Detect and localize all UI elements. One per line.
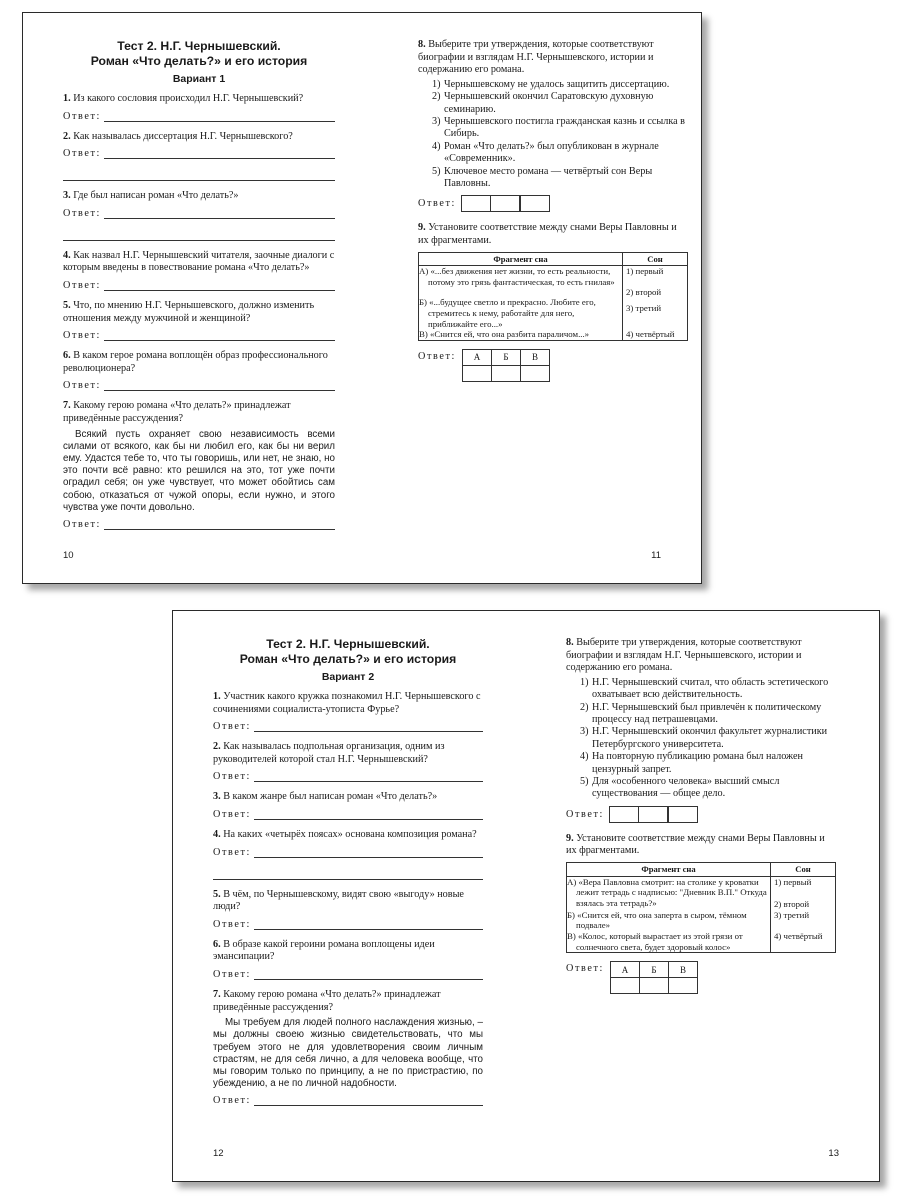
question-5: 5. В чём, по Чернышевскому, видят свою «выгоду» новые люди? [213,888,464,913]
answer-cell[interactable] [461,195,491,212]
book-spread-variant-2 [172,610,880,1182]
answer-line-3[interactable]: Ответ: [63,208,335,219]
answer-grid-table [462,349,550,382]
fragment-c: В) «Колос, который вырастает из этой грязи от солнечного света, будет здоровый колос» [567,931,771,953]
test-title: Тест 2. Н.Г. Чернышевский. Роман «Что делать?» и его история [90,39,308,68]
answer-line-7[interactable]: Ответ: [213,1095,483,1106]
grid-head-c: В [520,349,549,365]
answer-line-3[interactable]: Ответ: [213,809,483,820]
answer-line-5[interactable]: Ответ: [213,919,483,930]
question-2: 2. Как называлась подпольная организация, одним из руководителей которой стал Н.Г. Чернышевский? [213,741,445,765]
book-spread-variant-1 [22,12,702,584]
answer-line-4-extra[interactable] [213,865,483,880]
fragment-b: Б) «...будущее светло и прекрасно. Любите его, стремитесь к нему, работайте для него, приближайте его...» [419,297,623,329]
answer-line-1[interactable]: Ответ: [63,111,335,122]
question-3: 3. Где был написан роман «Что делать?» [63,190,239,202]
options-list [418,79,688,191]
option-item: 3) Чернышевского постигла гражданская казнь и ссылка в Сибирь. [432,116,685,140]
answer-cell[interactable] [609,806,639,823]
dream-2: 2) второй [771,887,836,910]
dream-4: 4) четвёртый [623,329,688,340]
page-12 [173,611,526,1181]
fragment-c: В) «Снится ей, что она разбита параличом...» [419,329,623,340]
option-item: 2) Чернышевский окончил Саратовскую духовную семинарию. [432,91,654,115]
variant-label: Вариант 1 [172,73,226,85]
question-8: 8. Выберите три утверждения, которые соответствуют биографии и взглядам Н.Г. Чернышевского, истории и содержанию его романа. [418,39,654,76]
question-5: 5. Что, по мнению Н.Г. Чернышевского, должно изменить отношения между мужчиной и женщиной? [63,299,315,324]
answer-line-6[interactable]: Ответ: [213,969,483,980]
option-item: 4) На повторную публикацию романа был наложен цензурный запрет. [580,751,803,775]
page-number: 11 [651,550,661,561]
answer-line-2-extra[interactable] [63,166,335,181]
option-item: 5) Ключевое место романа — четвёртый сон Веры Павловны. [432,165,653,190]
answer-line-4[interactable]: Ответ: [63,280,335,291]
question-7: 7. Какому герою романа «Что делать?» принадлежат приведённые рассуждения? [63,400,291,424]
answer-line-4[interactable]: Ответ: [213,847,483,858]
page-number: 12 [213,1148,224,1159]
answer-line-6[interactable]: Ответ: [63,380,335,391]
answer-line-3-extra[interactable] [63,226,335,241]
question-1: 1. Участник какого кружка познакомил Н.Г. Чернышевского с сочинениями социалиста-утописта Фурье? [213,691,481,715]
dream-1: 1) первый [771,876,836,887]
answer-boxes-8: Ответ: [418,195,688,212]
options-list [566,677,836,801]
fragment-a: А) «...без движения нет жизни, то есть реальности, потому это грязь фантастическая, то есть гнилая» [419,266,623,298]
grid-head-b: Б [639,962,668,978]
quote-passage: Мы требуем для людей полного наслаждения жизнью, – мы должны своею жизнью свидетельствовать, что мы требуем этого не для удовлетворения своим личным страстям, не для себя лично, а для человека вообще, что мы говорим только по принципу, а не по пристрастию, по убеждению, а не по личной надобности. [213,1017,483,1090]
option-item: 1) Чернышевскому не удалось защитить диссертацию. [432,78,670,90]
answer-line-1[interactable]: Ответ: [213,721,483,732]
grid-head-b: Б [491,349,520,365]
answer-cell[interactable] [668,978,697,994]
question-7: 7. Какому герою романа «Что делать?» принадлежат приведённые рассуждения? [213,988,441,1013]
question-8: 8. Выберите три утверждения, которые соответствуют биографии и взглядам Н.Г. Чернышевского, истории и содержанию его романа. [566,637,802,674]
answer-cell[interactable] [520,365,549,381]
question-1: 1. Из какого сословия происходил Н.Г. Чернышевский? [63,93,304,104]
answer-line-5[interactable]: Ответ: [63,330,335,341]
answer-cell[interactable] [668,806,698,823]
grid-head-a: А [462,349,491,365]
fragment-a: А) «Вера Павловна смотрит: на столике у кроватки лежит тетрадь с надписью: "Дневник В.П." Откуда взялась эта тетрадь?» [567,876,771,910]
answer-cell[interactable] [462,365,491,381]
answer-cell[interactable] [491,365,520,381]
answer-line-2[interactable]: Ответ: [63,148,335,159]
option-item: 3) Н.Г. Чернышевский окончил факультет журналистики Петербургского университета. [580,726,828,750]
option-item: 4) Роман «Что делать?» был опубликован в журнале «Современник». [432,140,659,165]
option-item: 2) Н.Г. Чернышевский был привлечён к политическому процессу над петрашевцами. [580,701,822,725]
page-number: 10 [63,550,74,561]
question-6: 6. В образе какой героини романа воплощены идеи эмансипации? [213,938,435,963]
variant-label: Вариант 2 [321,671,375,683]
dream-1: 1) первый [623,266,688,277]
option-item: 5) Для «особенного человека» высший смысл существования — общее дело. [580,776,780,800]
dream-4: 4) четвёртый [771,931,836,953]
grid-head-c: В [668,962,697,978]
page-11 [362,13,701,583]
page-10 [23,13,362,583]
answer-cell[interactable] [638,806,668,823]
test-title: Тест 2. Н.Г. Чернышевский. Роман «Что делать?» и его история [239,637,457,666]
answer-cell[interactable] [520,195,550,212]
answer-grid-9: Ответ: А Б В [418,349,688,382]
quote-passage: Всякий пусть охраняет свою независимость всеми силами от всякого, как бы ни любил его, как бы ни верил ему. Удастся тебе то, что ты говоришь, или нет, не знаю, но это почти всё равно: кто решился на это, тот уже почти оградил себя; он уже чувствует, что может обойтись сам собою, отказаться от чужой опоры, если нужно, и этого чувства уже почти довольно. [63,428,335,513]
table-header-fragment: Фрагмент сна [419,252,623,266]
dream-3: 3) третий [623,297,688,329]
dream-2: 2) второй [623,277,688,298]
grid-head-a: А [610,962,639,978]
answer-boxes-8: Ответ: [566,806,836,823]
option-item: 1) Н.Г. Чернышевский считал, что область эстетического охватывает всю действительность. [580,676,829,701]
question-9: 9. Установите соответствие между снами Веры Павловны и их фрагментами. [418,222,677,247]
page-number: 13 [828,1148,839,1159]
answer-grid-9: Ответ: А Б В [566,961,836,994]
question-9: 9. Установите соответствие между снами Веры Павловны и их фрагментами. [566,832,825,857]
question-6: 6. В каком герое романа воплощён образ профессионального революционера? [63,350,328,374]
question-3: 3. В каком жанре был написан роман «Что делать?» [213,791,438,803]
dream-3: 3) третий [771,910,836,931]
answer-cell[interactable] [490,195,520,212]
answer-cell[interactable] [639,978,668,994]
table-header-dream: Сон [623,252,688,266]
question-2: 2. Как называлась диссертация Н.Г. Чернышевского? [63,130,293,142]
table-header-dream: Сон [771,863,836,877]
answer-line-2[interactable]: Ответ: [213,771,483,782]
matching-table [566,862,836,953]
answer-cell[interactable] [610,978,639,994]
matching-table [418,252,688,341]
table-header-fragment: Фрагмент сна [567,863,771,877]
answer-line-7[interactable]: Ответ: [63,519,335,530]
question-4: 4. Как назвал Н.Г. Чернышевский читателя, заочные диалоги с которым введены в повествование романа «Что делать?» [63,249,335,274]
fragment-b: Б) «Снится ей, что она заперта в сыром, тёмном подвале» [567,910,771,931]
question-4: 4. На каких «четырёх поясах» основана композиция романа? [213,828,477,840]
page-13 [526,611,879,1181]
answer-grid-table [610,961,698,994]
